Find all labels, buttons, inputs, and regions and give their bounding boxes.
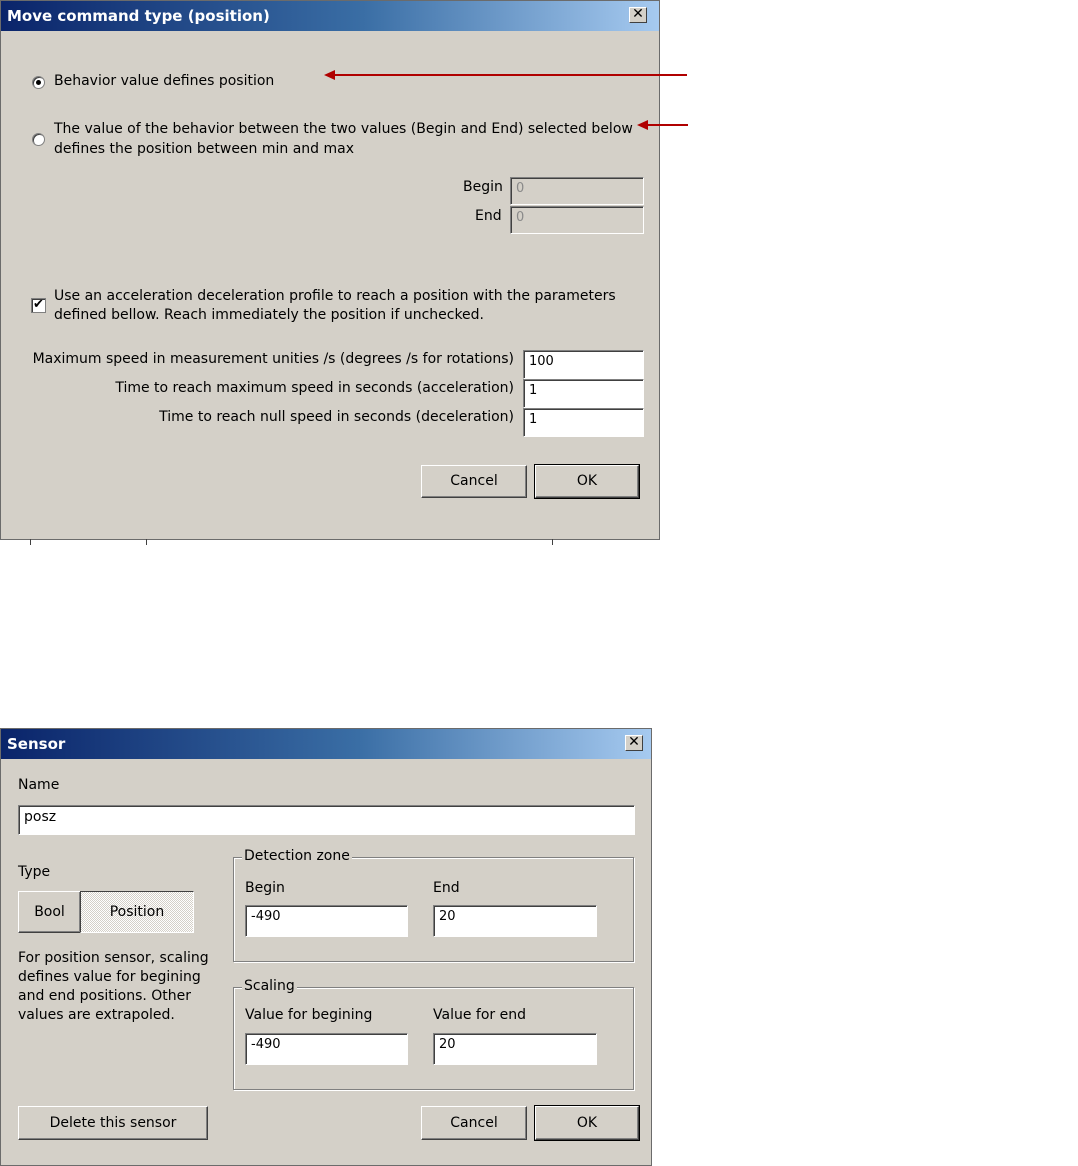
sensor-dialog-close-icon[interactable]: ✕ [625, 735, 643, 751]
decel-input[interactable]: 1 [523, 408, 644, 437]
sc-begin-input[interactable]: -490 [245, 1033, 408, 1065]
sensor-ok-button[interactable]: OK [535, 1106, 639, 1140]
help-text-line3: and end positions. Other [18, 988, 192, 1004]
dz-begin-label: Begin [245, 880, 285, 896]
annotation-arrowhead-icon [324, 70, 335, 80]
window-edge-tick [146, 539, 147, 545]
profile-check-label-line2[interactable]: defined bellow. Reach immediately the position if unchecked. [54, 307, 485, 323]
sc-begin-label: Value for begining [245, 1007, 373, 1023]
radio-range-label-line2[interactable]: defines the position between min and max [54, 141, 355, 157]
type-label: Type [18, 864, 51, 880]
window-edge-tick [30, 539, 31, 545]
annotation-arrowhead-icon [637, 120, 648, 130]
sc-end-label: Value for end [433, 1007, 526, 1023]
detection-zone-legend: Detection zone [244, 848, 350, 864]
sensor-dialog-title: Sensor [7, 735, 66, 753]
move-command-dialog [0, 0, 660, 540]
radio-range-defines[interactable] [32, 133, 45, 146]
move-dialog-title: Move command type (position) [7, 7, 270, 25]
dz-begin-input[interactable]: -490 [245, 905, 408, 937]
end-input[interactable]: 0 [510, 206, 644, 234]
type-bool-button[interactable]: Bool [18, 891, 81, 933]
delete-sensor-button[interactable]: Delete this sensor [18, 1106, 208, 1140]
end-label: End [475, 208, 502, 224]
radio-range-label-line1[interactable]: The value of the behavior between the two values (Begin and End) selected below [54, 121, 633, 137]
move-dialog-close-icon[interactable]: ✕ [629, 7, 647, 23]
profile-checkbox[interactable]: ✔ [31, 298, 46, 313]
name-input[interactable]: posz [18, 805, 635, 835]
max-speed-input[interactable]: 100 [523, 350, 644, 379]
dz-end-label: End [433, 880, 460, 896]
annotation-arrow-line [648, 124, 688, 126]
sensor-dialog [0, 728, 652, 1166]
decel-label: Time to reach null speed in seconds (deceleration) [159, 409, 514, 425]
profile-check-label-line1[interactable]: Use an acceleration deceleration profile to reach a position with the parameters [54, 288, 616, 304]
accel-input[interactable]: 1 [523, 379, 644, 408]
window-edge-tick [552, 539, 553, 545]
max-speed-label: Maximum speed in measurement unities /s (degrees /s for rotations) [32, 351, 514, 367]
radio-position-label[interactable]: Behavior value defines position [54, 73, 275, 89]
name-label: Name [18, 777, 60, 793]
sc-end-input[interactable]: 20 [433, 1033, 597, 1065]
radio-position-defines[interactable] [32, 76, 45, 89]
accel-label: Time to reach maximum speed in seconds (acceleration) [115, 380, 514, 396]
begin-input[interactable]: 0 [510, 177, 644, 205]
move-dialog-titlebar[interactable] [1, 1, 659, 31]
help-text-line1: For position sensor, scaling [18, 950, 209, 966]
annotation-arrow-line [335, 74, 687, 76]
type-position-button[interactable]: Position [80, 891, 194, 933]
sensor-cancel-button[interactable]: Cancel [421, 1106, 527, 1140]
help-text-line4: values are extrapoled. [18, 1007, 175, 1023]
sensor-dialog-titlebar[interactable] [1, 729, 651, 759]
move-cancel-button[interactable]: Cancel [421, 465, 527, 498]
move-ok-button[interactable]: OK [535, 465, 639, 498]
help-text-line2: defines value for begining [18, 969, 201, 985]
begin-label: Begin [463, 179, 503, 195]
scaling-legend: Scaling [244, 978, 295, 994]
dz-end-input[interactable]: 20 [433, 905, 597, 937]
